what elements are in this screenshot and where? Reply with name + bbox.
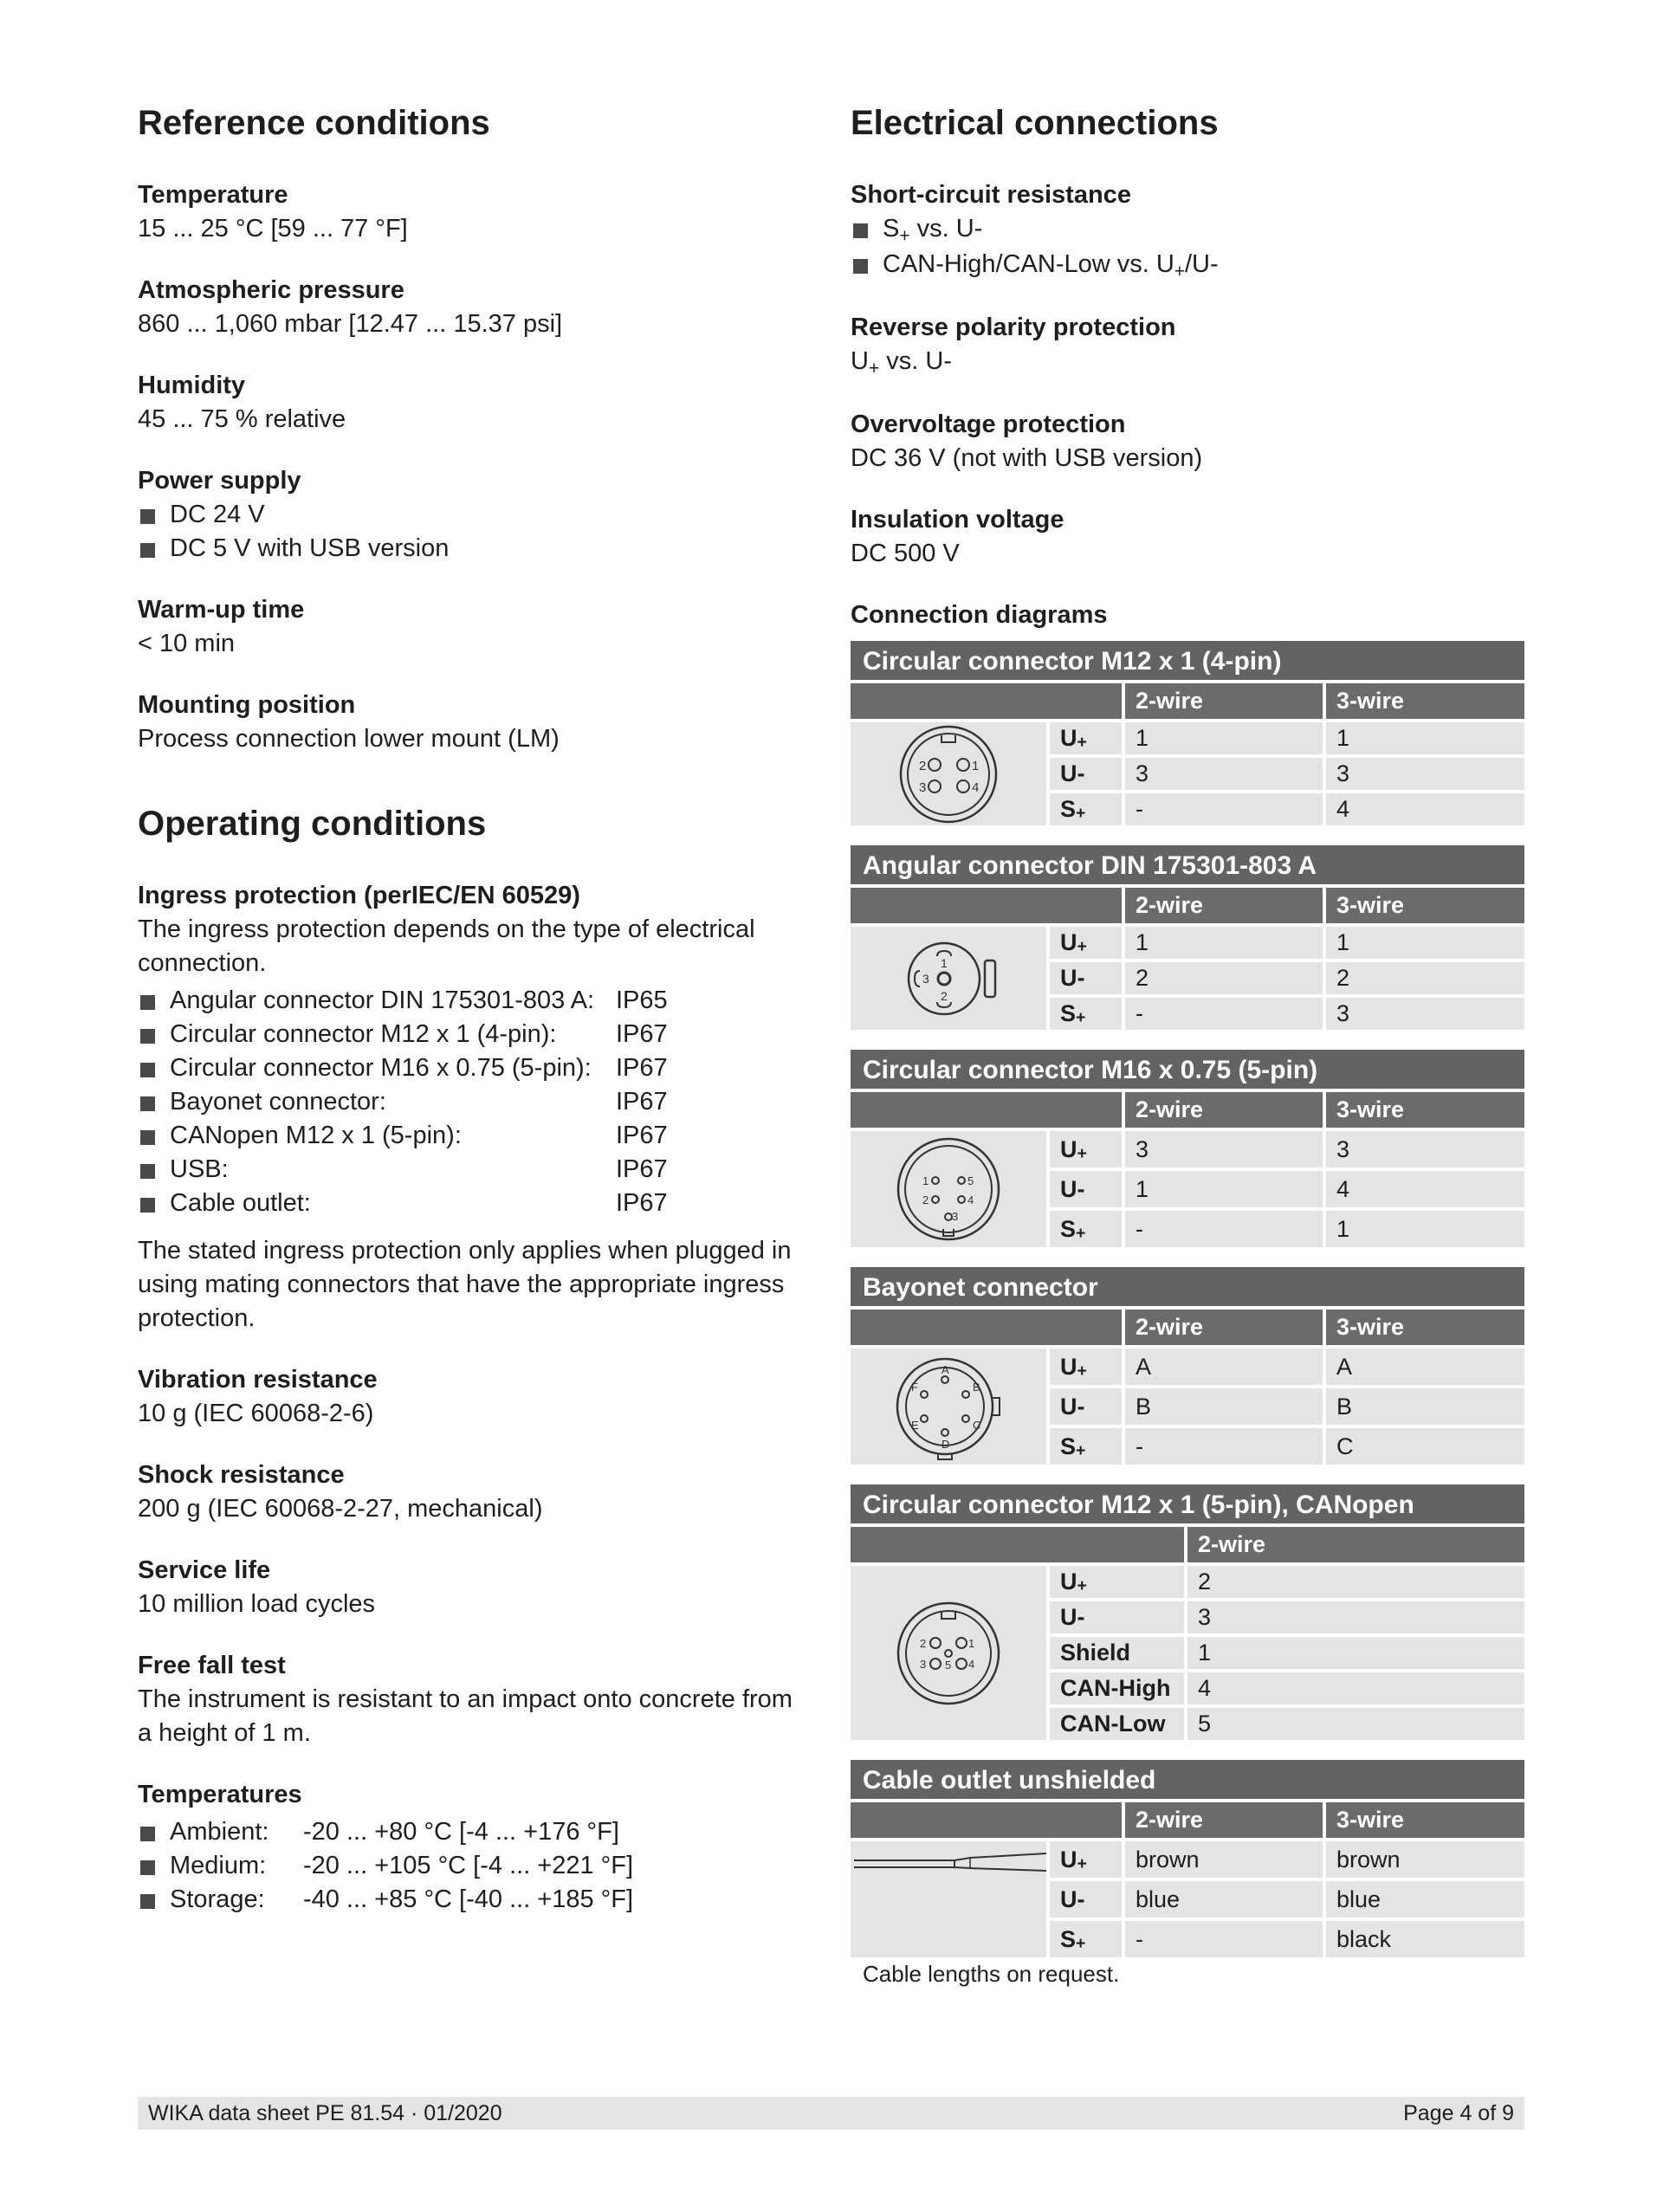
cell: 3	[1326, 1131, 1524, 1167]
cell: 1	[1326, 722, 1524, 754]
pin-s: S	[1060, 1215, 1077, 1242]
cable-outlet-icon	[851, 1841, 1046, 1957]
connector-title: Circular connector M12 x 1 (5-pin), CANopen	[851, 1484, 1524, 1523]
m12-connector-icon	[851, 722, 1046, 825]
bayonet-connector-icon	[851, 1349, 1046, 1465]
pin-u-minus: U-	[1050, 1388, 1122, 1425]
service-section	[138, 1554, 813, 1621]
plus-subscript: +	[1076, 804, 1086, 824]
plus-subscript: +	[1077, 1361, 1087, 1381]
pin-number: 1	[941, 955, 948, 970]
reverse-rest: vs. U-	[879, 347, 952, 375]
temps-key: Storage:	[170, 1885, 265, 1913]
header-2wire: 2-wire	[1125, 1092, 1323, 1128]
ingress-item	[138, 1085, 813, 1119]
freefall-label: Free fall test	[138, 1652, 286, 1679]
pressure-label: Atmospheric pressure	[138, 276, 404, 304]
pin-s-plus	[1050, 1211, 1122, 1247]
footer-datasheet: WIKA data sheet PE 81.54 · 01/2020	[148, 2101, 502, 2125]
connector-title: Circular connector M12 x 1 (4-pin)	[851, 641, 1524, 680]
mounting-label: Mounting position	[138, 691, 356, 719]
cell: 3	[1187, 1601, 1524, 1633]
power-item: DC 24 V	[138, 498, 813, 532]
ingress-value: IP67	[616, 1020, 668, 1048]
header-2wire: 2-wire	[1125, 1802, 1323, 1838]
pin-letter: C	[973, 1419, 981, 1432]
overvoltage-label: Overvoltage protection	[851, 411, 1126, 438]
overvoltage-value: DC 36 V (not with USB version)	[851, 444, 1203, 472]
ingress-item	[138, 1051, 813, 1085]
cell: -	[1125, 1211, 1323, 1247]
cell: 4	[1187, 1672, 1524, 1704]
heading-operating-conditions: Operating conditions	[138, 805, 487, 843]
ingress-key: USB:	[170, 1155, 229, 1183]
shock-section	[138, 1458, 813, 1526]
pressure-value: 860 ... 1,060 mbar [12.47 ... 15.37 psi]	[138, 310, 563, 338]
pin-letter: E	[911, 1419, 919, 1432]
pin-u-minus: U-	[1050, 1601, 1184, 1633]
header-blank	[851, 683, 1122, 719]
cell: B	[1326, 1388, 1524, 1425]
humidity-label: Humidity	[138, 372, 246, 399]
mounting-section	[138, 689, 813, 756]
pin-u-plus	[1050, 722, 1122, 754]
cell: 3	[1326, 758, 1524, 790]
cell: 2	[1326, 962, 1524, 994]
pin-number: 1	[968, 1636, 975, 1650]
header-3wire: 3-wire	[1326, 1092, 1524, 1128]
header-3wire: 3-wire	[1326, 1310, 1524, 1345]
vibration-section	[138, 1363, 813, 1431]
pin-cell	[851, 1841, 1122, 1957]
pin-u: U	[1060, 1353, 1077, 1380]
ingress-value: IP67	[616, 1054, 668, 1082]
ingress-label: Ingress protection (perIEC/EN 60529)	[138, 882, 580, 909]
plus-subscript: +	[1077, 1853, 1087, 1873]
plus-subscript: +	[868, 358, 880, 378]
connector-grid	[851, 683, 1524, 825]
cell: 2	[1125, 962, 1323, 994]
ingress-section	[138, 879, 813, 1336]
plus-subscript: +	[1077, 1576, 1087, 1596]
pin-u-minus: U-	[1050, 962, 1122, 994]
connector-canopen-table	[851, 1484, 1524, 1740]
ingress-value: IP67	[616, 1189, 668, 1217]
pin-number: 5	[945, 1658, 952, 1672]
header-3wire: 3-wire	[1326, 888, 1524, 923]
reverse-section	[851, 311, 1524, 380]
short-circuit-item	[851, 248, 1524, 283]
column-3wire	[1326, 722, 1524, 825]
warmup-section	[138, 593, 813, 661]
plus-subscript: +	[1077, 733, 1087, 753]
pin-u: U	[1060, 1846, 1077, 1872]
connector-grid	[851, 1802, 1524, 1957]
pin-letter: F	[911, 1381, 918, 1394]
din-connector-icon	[851, 927, 1046, 1030]
connector-bayonet-table	[851, 1267, 1524, 1465]
cell: blue	[1125, 1881, 1323, 1918]
connector-m16-table	[851, 1050, 1524, 1247]
left-column	[138, 102, 813, 1944]
ingress-key: Bayonet connector:	[170, 1088, 386, 1116]
short-circuit-section	[851, 178, 1524, 283]
ingress-item	[138, 1119, 813, 1153]
connector-grid	[851, 1092, 1524, 1247]
header-blank	[851, 1310, 1122, 1345]
column-2wire	[1187, 1566, 1524, 1740]
connector-din-table	[851, 845, 1524, 1030]
reverse-value	[851, 345, 1524, 380]
plus-subscript: +	[1077, 1143, 1087, 1163]
header-blank	[851, 1527, 1184, 1562]
connector-title: Bayonet connector	[851, 1267, 1524, 1306]
pin-shield: Shield	[1050, 1637, 1184, 1669]
temps-item	[138, 1815, 813, 1849]
pin-s-plus	[1050, 998, 1122, 1030]
pin-u-plus	[1050, 1841, 1122, 1878]
temps-value: -40 ... +85 °C [-40 ... +185 °F]	[303, 1885, 634, 1913]
cell: B	[1125, 1388, 1323, 1425]
pin-u-minus: U-	[1050, 1881, 1122, 1918]
shock-label: Shock resistance	[138, 1461, 345, 1489]
pin-number: 4	[968, 1657, 975, 1671]
ingress-item	[138, 1187, 813, 1220]
header-blank	[851, 1802, 1122, 1838]
cell: 1	[1326, 927, 1524, 959]
cell: A	[1326, 1349, 1524, 1385]
cell: 3	[1326, 998, 1524, 1030]
temperature-section	[138, 178, 813, 246]
service-value: 10 million load cycles	[138, 1590, 376, 1618]
header-2wire: 2-wire	[1125, 1310, 1323, 1345]
pin-cell	[851, 722, 1122, 825]
power-item: DC 5 V with USB version	[138, 532, 813, 566]
cell: A	[1125, 1349, 1323, 1385]
pin-u-plus	[1050, 1566, 1184, 1598]
column-2wire	[1125, 1841, 1323, 1957]
temps-item	[138, 1883, 813, 1917]
pin-u: U	[1060, 1135, 1077, 1162]
pin-s: S	[1060, 1433, 1077, 1459]
pin-s: S	[1060, 796, 1077, 822]
pin-number: 1	[972, 758, 980, 773]
pin-number: 4	[972, 779, 980, 795]
pin-number: 5	[967, 1174, 974, 1187]
cell: -	[1125, 1921, 1323, 1957]
ingress-intro: The ingress protection depends on the type of electrical connection.	[138, 915, 755, 977]
ingress-value: IP67	[616, 1122, 668, 1149]
pin-labels	[1050, 1131, 1122, 1247]
plus-subscript: +	[899, 225, 910, 246]
pin-number: 3	[952, 1210, 959, 1223]
freefall-section	[138, 1649, 813, 1750]
cell: 3	[1125, 758, 1323, 790]
short-circuit-rest: vs. U-	[909, 215, 983, 243]
cell: 2	[1187, 1566, 1524, 1598]
cell: -	[1125, 998, 1323, 1030]
cell: black	[1326, 1921, 1524, 1957]
connector-title: Angular connector DIN 175301-803 A	[851, 845, 1524, 884]
column-3wire	[1326, 1131, 1524, 1247]
warmup-value: < 10 min	[138, 630, 236, 657]
ingress-note: The stated ingress protection only applies when plugged in using mating connectors that have the appropriate ingress protection.	[138, 1237, 792, 1332]
temps-value: -20 ... +80 °C [-4 ... +176 °F]	[303, 1818, 619, 1846]
temps-section	[138, 1778, 813, 1917]
ingress-key: CANopen M12 x 1 (5-pin):	[170, 1122, 462, 1149]
cell: 4	[1326, 1171, 1524, 1207]
ingress-value: IP67	[616, 1155, 668, 1183]
service-label: Service life	[138, 1556, 271, 1584]
cell: brown	[1326, 1841, 1524, 1878]
header-blank	[851, 1092, 1122, 1128]
pin-u: U	[1060, 929, 1077, 955]
pin-u-plus	[1050, 1131, 1122, 1167]
connector-grid	[851, 888, 1524, 1030]
temps-key: Medium:	[170, 1852, 267, 1879]
freefall-value: The instrument is resistant to an impact onto concrete from a height of 1 m.	[138, 1685, 793, 1747]
pin-number: 1	[922, 1174, 929, 1187]
pin-number: 3	[920, 1657, 927, 1671]
pin-s: S	[1060, 1925, 1077, 1952]
mounting-value: Process connection lower mount (LM)	[138, 725, 560, 753]
cell: 4	[1326, 793, 1524, 825]
short-circuit-can: CAN-High/CAN-Low vs. U	[883, 250, 1174, 278]
header-2wire: 2-wire	[1125, 888, 1323, 923]
ingress-key: Angular connector DIN 175301-803 A:	[170, 986, 595, 1014]
insulation-label: Insulation voltage	[851, 506, 1064, 534]
cell: brown	[1125, 1841, 1323, 1878]
pin-s-plus	[1050, 793, 1122, 825]
cell: 1	[1125, 927, 1323, 959]
pin-letter: A	[942, 1363, 949, 1376]
cell: 1	[1125, 1171, 1323, 1207]
pin-number: 2	[919, 758, 927, 773]
pin-can-low: CAN-Low	[1050, 1708, 1184, 1740]
cable-outlet-table	[851, 1760, 1524, 1988]
ingress-key: Circular connector M16 x 0.75 (5-pin):	[170, 1054, 592, 1082]
temps-value: -20 ... +105 °C [-4 ... +221 °F]	[303, 1852, 634, 1879]
pin-number: 3	[919, 779, 927, 795]
pin-number: 2	[922, 1193, 929, 1206]
short-circuit-s: S	[883, 215, 900, 243]
temperature-label: Temperature	[138, 181, 288, 209]
plus-subscript: +	[1077, 937, 1087, 957]
ingress-key: Cable outlet:	[170, 1189, 311, 1217]
plus-subscript: +	[1076, 1008, 1086, 1028]
connection-diagrams-label: Connection diagrams	[851, 601, 1108, 629]
insulation-section	[851, 503, 1524, 571]
column-2wire	[1125, 722, 1323, 825]
plus-subscript: +	[1076, 1440, 1086, 1460]
pin-letter: B	[973, 1381, 980, 1394]
connector-title: Cable outlet unshielded	[851, 1760, 1524, 1799]
pin-cell	[851, 927, 1122, 1030]
pin-letter: D	[942, 1438, 950, 1451]
pin-number: 2	[941, 988, 948, 1003]
pin-can-high: CAN-High	[1050, 1672, 1184, 1704]
reverse-u: U	[851, 347, 869, 375]
vibration-label: Vibration resistance	[138, 1366, 378, 1394]
shock-value: 200 g (IEC 60068-2-27, mechanical)	[138, 1495, 543, 1523]
insulation-value: DC 500 V	[851, 540, 960, 567]
pin-s: S	[1060, 1000, 1077, 1026]
short-circuit-label: Short-circuit resistance	[851, 181, 1131, 209]
cell: 1	[1125, 722, 1323, 754]
cell: 1	[1187, 1637, 1524, 1669]
column-2wire	[1125, 1349, 1323, 1465]
pin-cell	[851, 1349, 1122, 1465]
pin-number: 2	[920, 1636, 927, 1650]
plus-subscript: +	[1174, 261, 1185, 281]
vibration-value: 10 g (IEC 60068-2-6)	[138, 1400, 374, 1427]
column-3wire	[1326, 1349, 1524, 1465]
column-2wire	[1125, 1131, 1323, 1247]
pin-u-minus: U-	[1050, 1171, 1122, 1207]
temps-item	[138, 1849, 813, 1883]
temps-key: Ambient:	[170, 1818, 269, 1846]
right-column	[851, 102, 1524, 1988]
pin-u: U	[1060, 1568, 1077, 1594]
header-blank	[851, 888, 1122, 923]
connector-m12-table	[851, 641, 1524, 825]
pin-cell	[851, 1131, 1122, 1247]
cell: -	[1125, 793, 1323, 825]
cell: -	[1125, 1428, 1323, 1465]
pin-number: 4	[967, 1193, 974, 1206]
column-2wire	[1125, 927, 1323, 1030]
heading-electrical-connections: Electrical connections	[851, 104, 1219, 142]
short-circuit-rest: /U-	[1185, 250, 1219, 278]
pin-u: U	[1060, 725, 1077, 751]
pin-number: 3	[922, 971, 929, 986]
ingress-item	[138, 984, 813, 1018]
overvoltage-section	[851, 408, 1524, 475]
power-section	[138, 464, 813, 566]
pin-cell	[851, 1566, 1184, 1740]
pin-s-plus	[1050, 1428, 1122, 1465]
heading-reference-conditions: Reference conditions	[138, 104, 490, 142]
header-3wire: 3-wire	[1326, 683, 1524, 719]
pin-s-plus	[1050, 1921, 1122, 1957]
connector-title: Circular connector M16 x 0.75 (5-pin)	[851, 1050, 1524, 1089]
reverse-label: Reverse polarity protection	[851, 314, 1176, 341]
connector-grid	[851, 1527, 1524, 1740]
footer-page-number: Page 4 of 9	[1403, 2101, 1514, 2125]
pin-u-plus	[1050, 1349, 1122, 1385]
ingress-item	[138, 1153, 813, 1187]
ingress-key: Circular connector M12 x 1 (4-pin):	[170, 1020, 557, 1048]
pin-labels	[1050, 927, 1122, 1030]
pin-u-minus: U-	[1050, 758, 1122, 790]
header-2wire: 2-wire	[1125, 683, 1323, 719]
pressure-section	[138, 274, 813, 341]
ingress-value: IP65	[616, 986, 668, 1014]
pin-labels	[1050, 1349, 1122, 1465]
pin-u-plus	[1050, 927, 1122, 959]
cell: 1	[1326, 1211, 1524, 1247]
temps-label: Temperatures	[138, 1781, 302, 1808]
cell: blue	[1326, 1881, 1524, 1918]
header-2wire: 2-wire	[1187, 1527, 1524, 1562]
m16-connector-icon	[851, 1131, 1046, 1247]
humidity-value: 45 ... 75 % relative	[138, 405, 346, 433]
plus-subscript: +	[1076, 1933, 1086, 1953]
cable-note: Cable lengths on request.	[863, 1961, 1120, 1987]
ingress-item	[138, 1018, 813, 1051]
cell: C	[1326, 1428, 1524, 1465]
canopen-connector-icon	[851, 1566, 1046, 1740]
column-3wire	[1326, 927, 1524, 1030]
pin-labels	[1050, 1841, 1122, 1957]
pin-labels	[1050, 722, 1122, 825]
short-circuit-item	[851, 212, 1524, 248]
plus-subscript: +	[1076, 1223, 1086, 1243]
cell: 5	[1187, 1708, 1524, 1740]
header-3wire: 3-wire	[1326, 1802, 1524, 1838]
humidity-section	[138, 369, 813, 437]
warmup-label: Warm-up time	[138, 596, 305, 624]
column-3wire	[1326, 1841, 1524, 1957]
connector-grid	[851, 1310, 1524, 1465]
temperature-value: 15 ... 25 °C [59 ... 77 °F]	[138, 215, 408, 243]
page-footer	[138, 2097, 1524, 2130]
power-label: Power supply	[138, 467, 301, 495]
cell: 3	[1125, 1131, 1323, 1167]
ingress-value: IP67	[616, 1088, 668, 1116]
pin-labels	[1050, 1566, 1184, 1740]
